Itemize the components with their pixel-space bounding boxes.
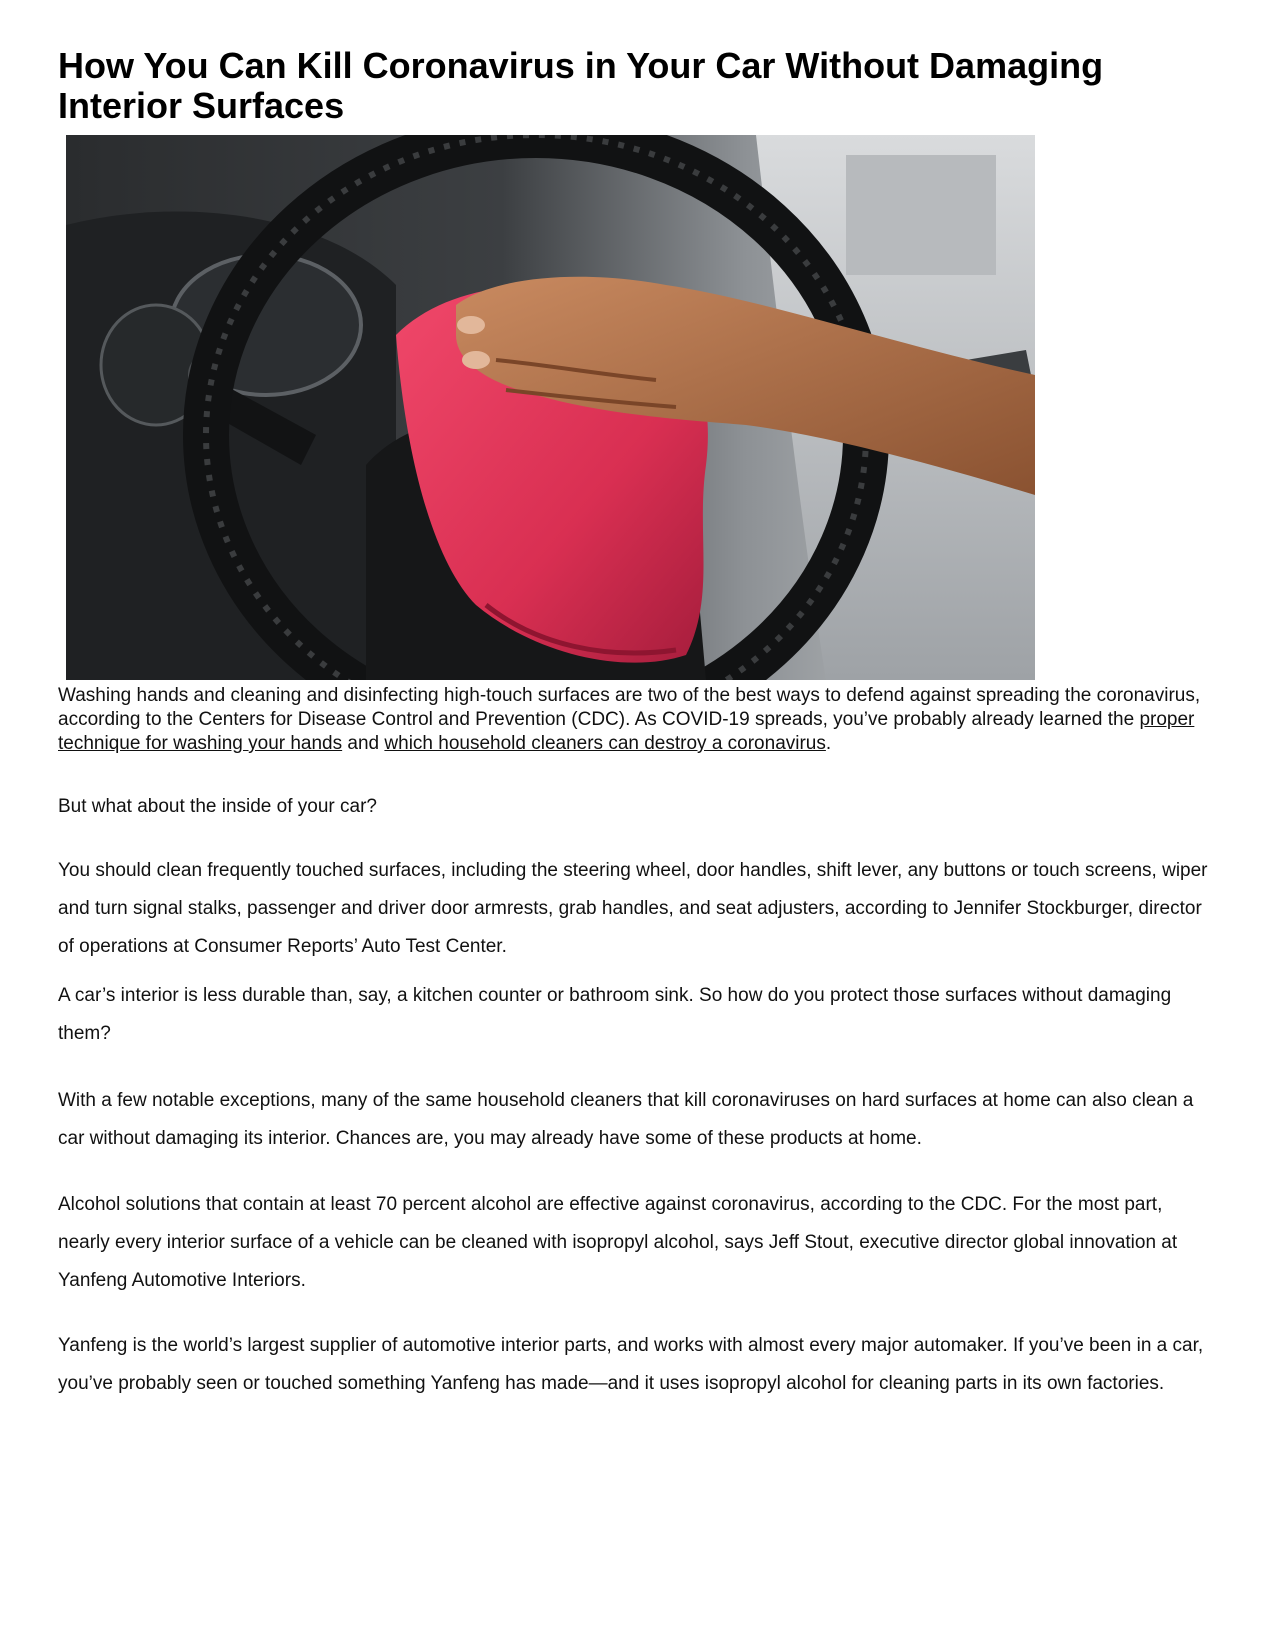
paragraph-intro-text-a: Washing hands and cleaning and disinfecting high-touch surfaces are two of the best ways to defend against spreading the coronavirus, according to the Centers for Disease Control and Prevention (CDC). As COVID-19 spreads, you’ve probably already learned the xyxy=(58,685,1201,730)
paragraph-interior-durability: A car’s interior is less durable than, say, a kitchen counter or bathroom sink. So how do you protect those surfaces without damaging them? xyxy=(58,985,1172,1044)
paragraph-touched-surfaces: You should clean frequently touched surfaces, including the steering wheel, door handles, shift lever, any buttons or touch screens, wiper and turn signal stalks, passenger and driver door armrests, grab handles, and seat adjusters, according to Jennifer Stockburger, director of operations at Consumer Reports’ Auto Test Center. xyxy=(58,860,1208,957)
car-interior-photo xyxy=(66,135,1035,680)
paragraph-question: But what about the inside of your car? xyxy=(58,796,377,817)
link-handwashing[interactable]: proper technique for washing your hands xyxy=(58,709,1195,754)
link-household-cleaners[interactable]: which household cleaners can destroy a coronavirus xyxy=(384,733,826,754)
paragraph-yanfeng: Yanfeng is the world’s largest supplier of automotive interior parts, and works with almost every major automaker. If you’ve been in a car, you’ve probably seen or touched something Yanfeng has made—and it uses isopropyl alcohol for cleaning parts in its own factories. xyxy=(58,1335,1204,1394)
paragraph-intro-text-c: . xyxy=(825,733,832,754)
paragraph-household-cleaners: With a few notable exceptions, many of the same household cleaners that kill coronaviruses on hard surfaces at home can also clean a car without damaging its interior. Chances are, you may already have some of these products at home. xyxy=(58,1090,1194,1149)
paragraph-alcohol-solutions: Alcohol solutions that contain at least 70 percent alcohol are effective against coronavirus, according to the CDC. For the most part, nearly every interior surface of a vehicle can be cleaned with isopropyl alcohol, says Jeff Stout, executive director global innovation at Yanfeng Automotive Interiors. xyxy=(58,1194,1178,1291)
article-title: How You Can Kill Coronavirus in Your Car Without Damaging Interior Surfaces xyxy=(58,45,1104,126)
paragraph-intro xyxy=(58,684,1218,756)
paragraph-intro-text-b: and xyxy=(342,733,385,754)
